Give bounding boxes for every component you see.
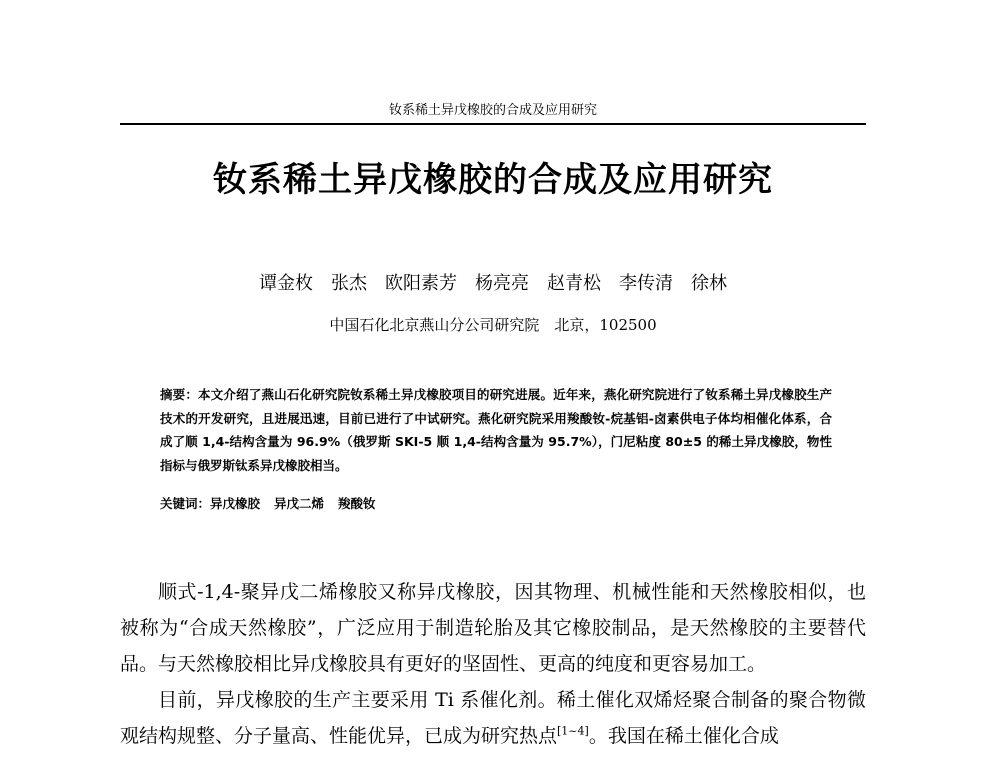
- author: 赵青松: [547, 273, 601, 294]
- running-head: 钕系稀土异戊橡胶的合成及应用研究: [388, 103, 597, 118]
- body-paragraph: [120, 682, 866, 754]
- body-text: [120, 574, 866, 754]
- keyword: 羧酸钕: [338, 496, 376, 511]
- body-paragraph: 顺式-1,4-聚异戊二烯橡胶又称异戊橡胶，因其物理、机械性能和天然橡胶相似，也被称为“合成天然橡胶”，广泛应用于制造轮胎及其它橡胶制品，是天然橡胶的主要替代品。与天然橡胶相比异戊橡胶具有更好的坚固性、更高的纯度和更容易加工。: [120, 581, 866, 675]
- author: 谭金枚: [259, 273, 313, 294]
- body-text-run: 。我国在稀土催化合成: [588, 725, 779, 747]
- abstract: [160, 383, 832, 477]
- author-list: [120, 270, 866, 298]
- keyword: 异戊橡胶: [210, 496, 261, 511]
- abstract-label: 摘要：: [160, 387, 199, 402]
- citation: [1~4]: [557, 724, 589, 738]
- affiliation: 中国石化北京燕山分公司研究院 北京，102500: [329, 316, 657, 334]
- paper-title: 钕系稀土异戊橡胶的合成及应用研究: [213, 160, 773, 200]
- author: 杨亮亮: [475, 273, 529, 294]
- keywords-label: 关键词：: [160, 496, 211, 511]
- keyword: 异戊二烯: [274, 496, 325, 511]
- author: 张杰: [331, 273, 367, 294]
- body-text-run: 目前，异戊橡胶的生产主要采用 Ti 系催化剂。稀土催化双烯烃聚合制备的聚合物微观结构规整、分子量高、性能优异，已成为研究热点: [120, 689, 866, 747]
- keywords: [160, 493, 832, 515]
- author: 欧阳素芳: [385, 273, 457, 294]
- author: 徐林: [691, 273, 727, 294]
- abstract-text: 本文介绍了燕山石化研究院钕系稀土异戊橡胶项目的研究进展。近年来，燕化研究院进行了钕系稀土异戊橡胶生产技术的开发研究，且进展迅速，目前已进行了中试研究。燕化研究院采用羧酸钕-烷基铝-卤素供电子体均相催化体系，合成了顺 1,4-结构含量为 96.9%（俄罗斯 SKI-5 顺 1,4-结构含量为 95.7%），门尼粘度 80±5 的稀土异戊橡胶，物性指标与俄罗斯钛系异戊橡胶相当。: [160, 387, 832, 473]
- author: 李传清: [619, 273, 673, 294]
- header-rule: [120, 123, 866, 125]
